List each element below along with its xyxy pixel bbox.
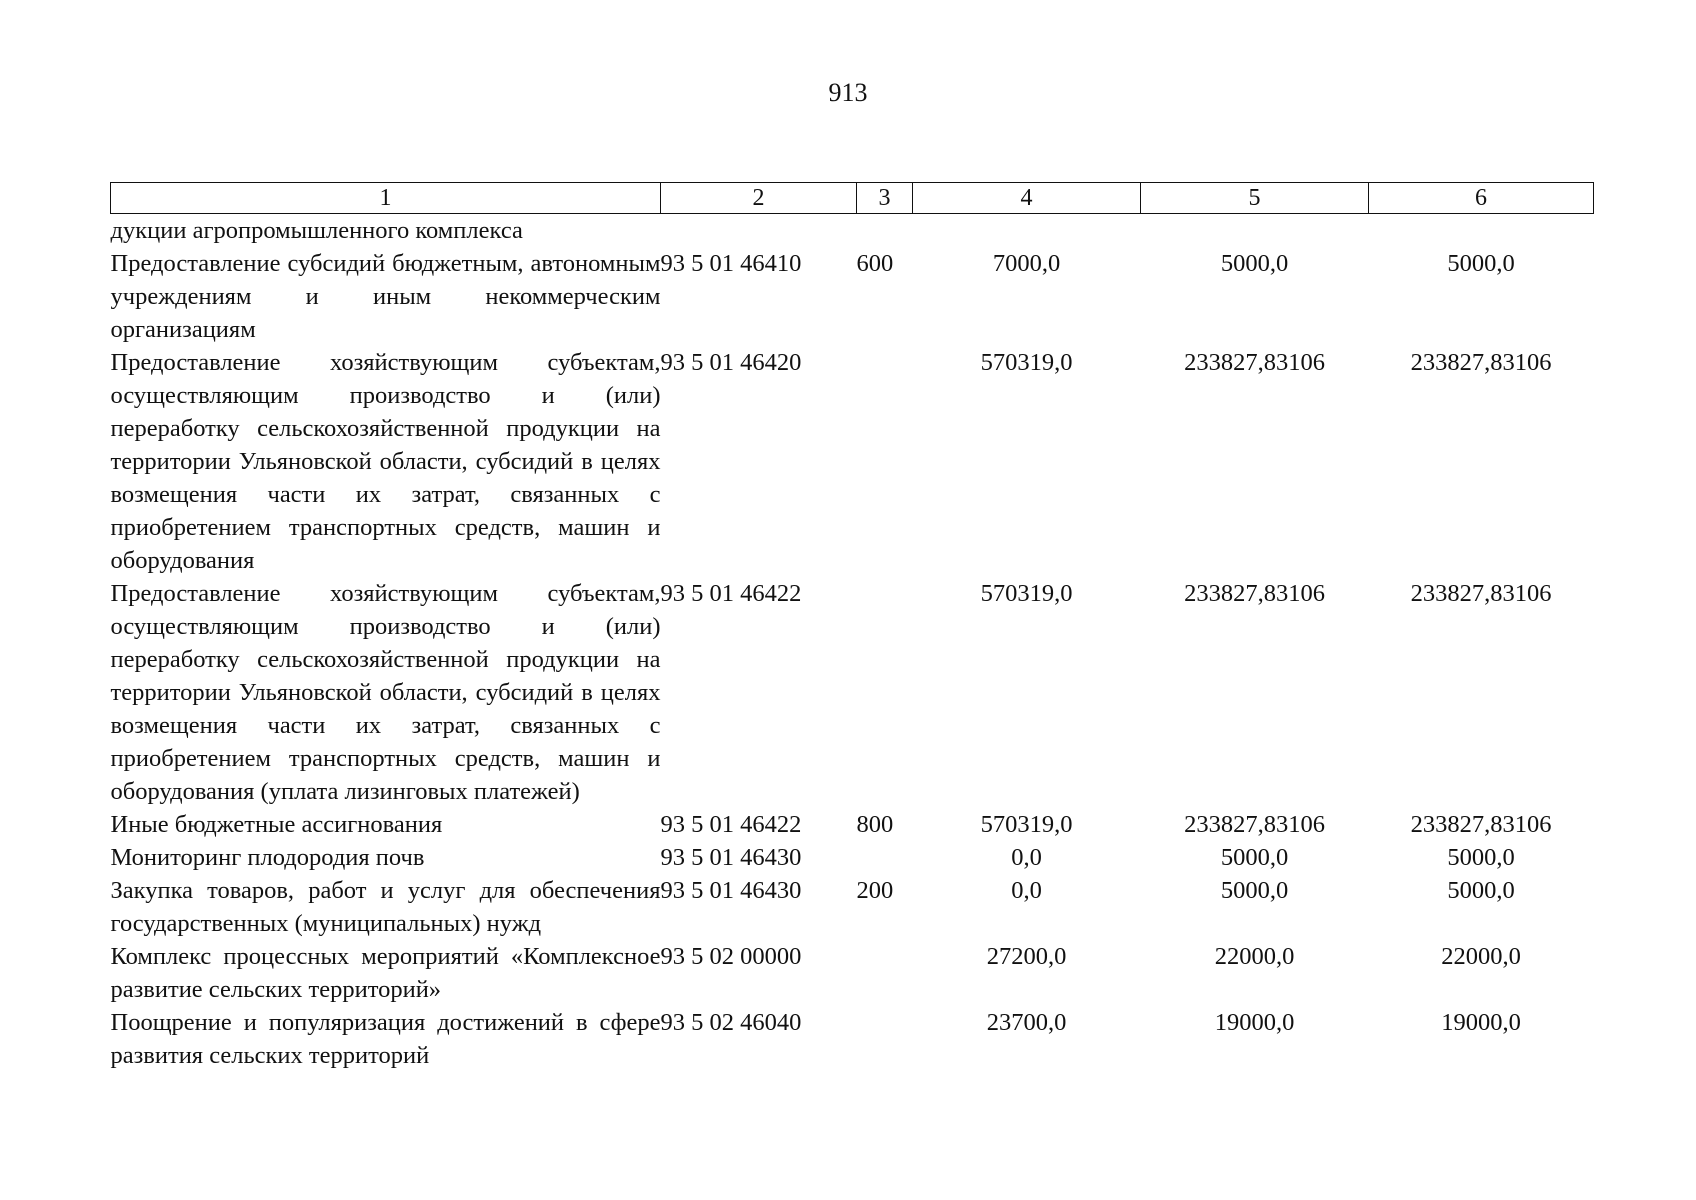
- column-header-1: 1: [111, 183, 661, 214]
- row-value-2: 19000,0: [1214, 1009, 1295, 1036]
- row-value-1: 570319,0: [980, 811, 1073, 838]
- row-value-3: 5000,0: [1447, 250, 1515, 277]
- row-value-1: 0,0: [1011, 877, 1042, 904]
- row-value-1: 570319,0: [980, 580, 1073, 607]
- row-code: 93 5 02 46040: [660, 1009, 802, 1036]
- row-expense-type: 200: [856, 877, 894, 904]
- row-value-2: [1141, 214, 1369, 248]
- row-value-2: 5000,0: [1220, 250, 1289, 277]
- row-value-2: 5000,0: [1220, 877, 1289, 904]
- table-row: [111, 940, 1594, 1006]
- row-description: Комплекс процессных мероприятий «Комплексное развитие сельских территорий»: [110, 943, 661, 1003]
- table-row: [111, 1006, 1594, 1072]
- row-code: [661, 214, 857, 248]
- row-value-3: 19000,0: [1441, 1009, 1521, 1036]
- row-expense-type: [857, 940, 913, 1006]
- row-description: Предоставление субсидий бюджетным, автономным учреждениям и иным некоммерческим организациям: [110, 250, 661, 343]
- table-row: [111, 874, 1594, 940]
- row-expense-type: [857, 841, 913, 874]
- row-value-2: 233827,83106: [1184, 580, 1325, 607]
- column-header-2: 2: [661, 183, 857, 214]
- row-description: Предоставление хозяйствующим субъектам, осуществляющим производство и (или) переработку сельскохозяйственной продукции на территории Ульяновской области, субсидий в целях возмещения части их затрат, связанных с приобретением транспортных средств, машин и оборудования (уплата лизинговых платежей): [110, 580, 661, 805]
- row-expense-type: [857, 346, 913, 577]
- row-code: 93 5 02 00000: [660, 943, 802, 970]
- row-value-2: 5000,0: [1220, 844, 1289, 871]
- row-value-1: 570319,0: [980, 349, 1073, 376]
- row-value-3: [1369, 214, 1594, 248]
- column-header-3: 3: [857, 183, 913, 214]
- table-row: [111, 808, 1594, 841]
- row-value-3: 233827,83106: [1410, 349, 1552, 376]
- table-row: [111, 841, 1594, 874]
- table-header-row: [111, 183, 1594, 214]
- row-value-2: 233827,83106: [1184, 349, 1325, 376]
- row-expense-type: [857, 214, 913, 248]
- row-value-3: 233827,83106: [1410, 580, 1552, 607]
- budget-table: [110, 182, 1594, 1072]
- row-value-1: [913, 214, 1141, 248]
- row-description: Закупка товаров, работ и услуг для обеспечения государственных (муниципальных) нужд: [110, 877, 661, 937]
- row-expense-type: [857, 1006, 913, 1072]
- row-expense-type: 600: [856, 250, 894, 277]
- table-row: [111, 247, 1594, 346]
- column-header-6: 6: [1369, 183, 1594, 214]
- row-value-3: 5000,0: [1447, 844, 1515, 871]
- row-value-3: 5000,0: [1447, 877, 1515, 904]
- row-description: Поощрение и популяризация достижений в сфере развития сельских территорий: [110, 1009, 661, 1069]
- page-number: 913: [828, 78, 868, 107]
- table-row: [111, 214, 1594, 248]
- row-value-2: 22000,0: [1214, 943, 1295, 970]
- row-code: 93 5 01 46420: [660, 349, 802, 376]
- row-description: дукции агропромышленного комплекса: [110, 217, 523, 244]
- row-code: 93 5 01 46430: [660, 877, 802, 904]
- row-description: Мониторинг плодородия почв: [110, 844, 425, 871]
- row-description: Предоставление хозяйствующим субъектам, осуществляющим производство и (или) переработку сельскохозяйственной продукции на территории Ульяновской области, субсидий в целях возмещения части их затрат, связанных с приобретением транспортных средств, машин и оборудования: [110, 349, 661, 574]
- row-value-1: 0,0: [1011, 844, 1042, 871]
- row-value-1: 27200,0: [986, 943, 1067, 970]
- row-description: Иные бюджетные ассигнования: [110, 811, 443, 838]
- table-row: [111, 577, 1594, 808]
- table-row: [111, 346, 1594, 577]
- row-expense-type: [857, 577, 913, 808]
- row-code: 93 5 01 46410: [660, 250, 802, 277]
- row-code: 93 5 01 46430: [660, 844, 802, 871]
- row-value-3: 233827,83106: [1410, 811, 1552, 838]
- row-value-2: 233827,83106: [1184, 811, 1325, 838]
- column-header-5: 5: [1141, 183, 1369, 214]
- row-value-1: 23700,0: [986, 1009, 1067, 1036]
- row-value-1: 7000,0: [992, 250, 1061, 277]
- row-expense-type: 800: [856, 811, 894, 838]
- row-code: 93 5 01 46422: [660, 811, 802, 838]
- row-value-3: 22000,0: [1441, 943, 1521, 970]
- column-header-4: 4: [913, 183, 1141, 214]
- row-code: 93 5 01 46422: [660, 580, 802, 607]
